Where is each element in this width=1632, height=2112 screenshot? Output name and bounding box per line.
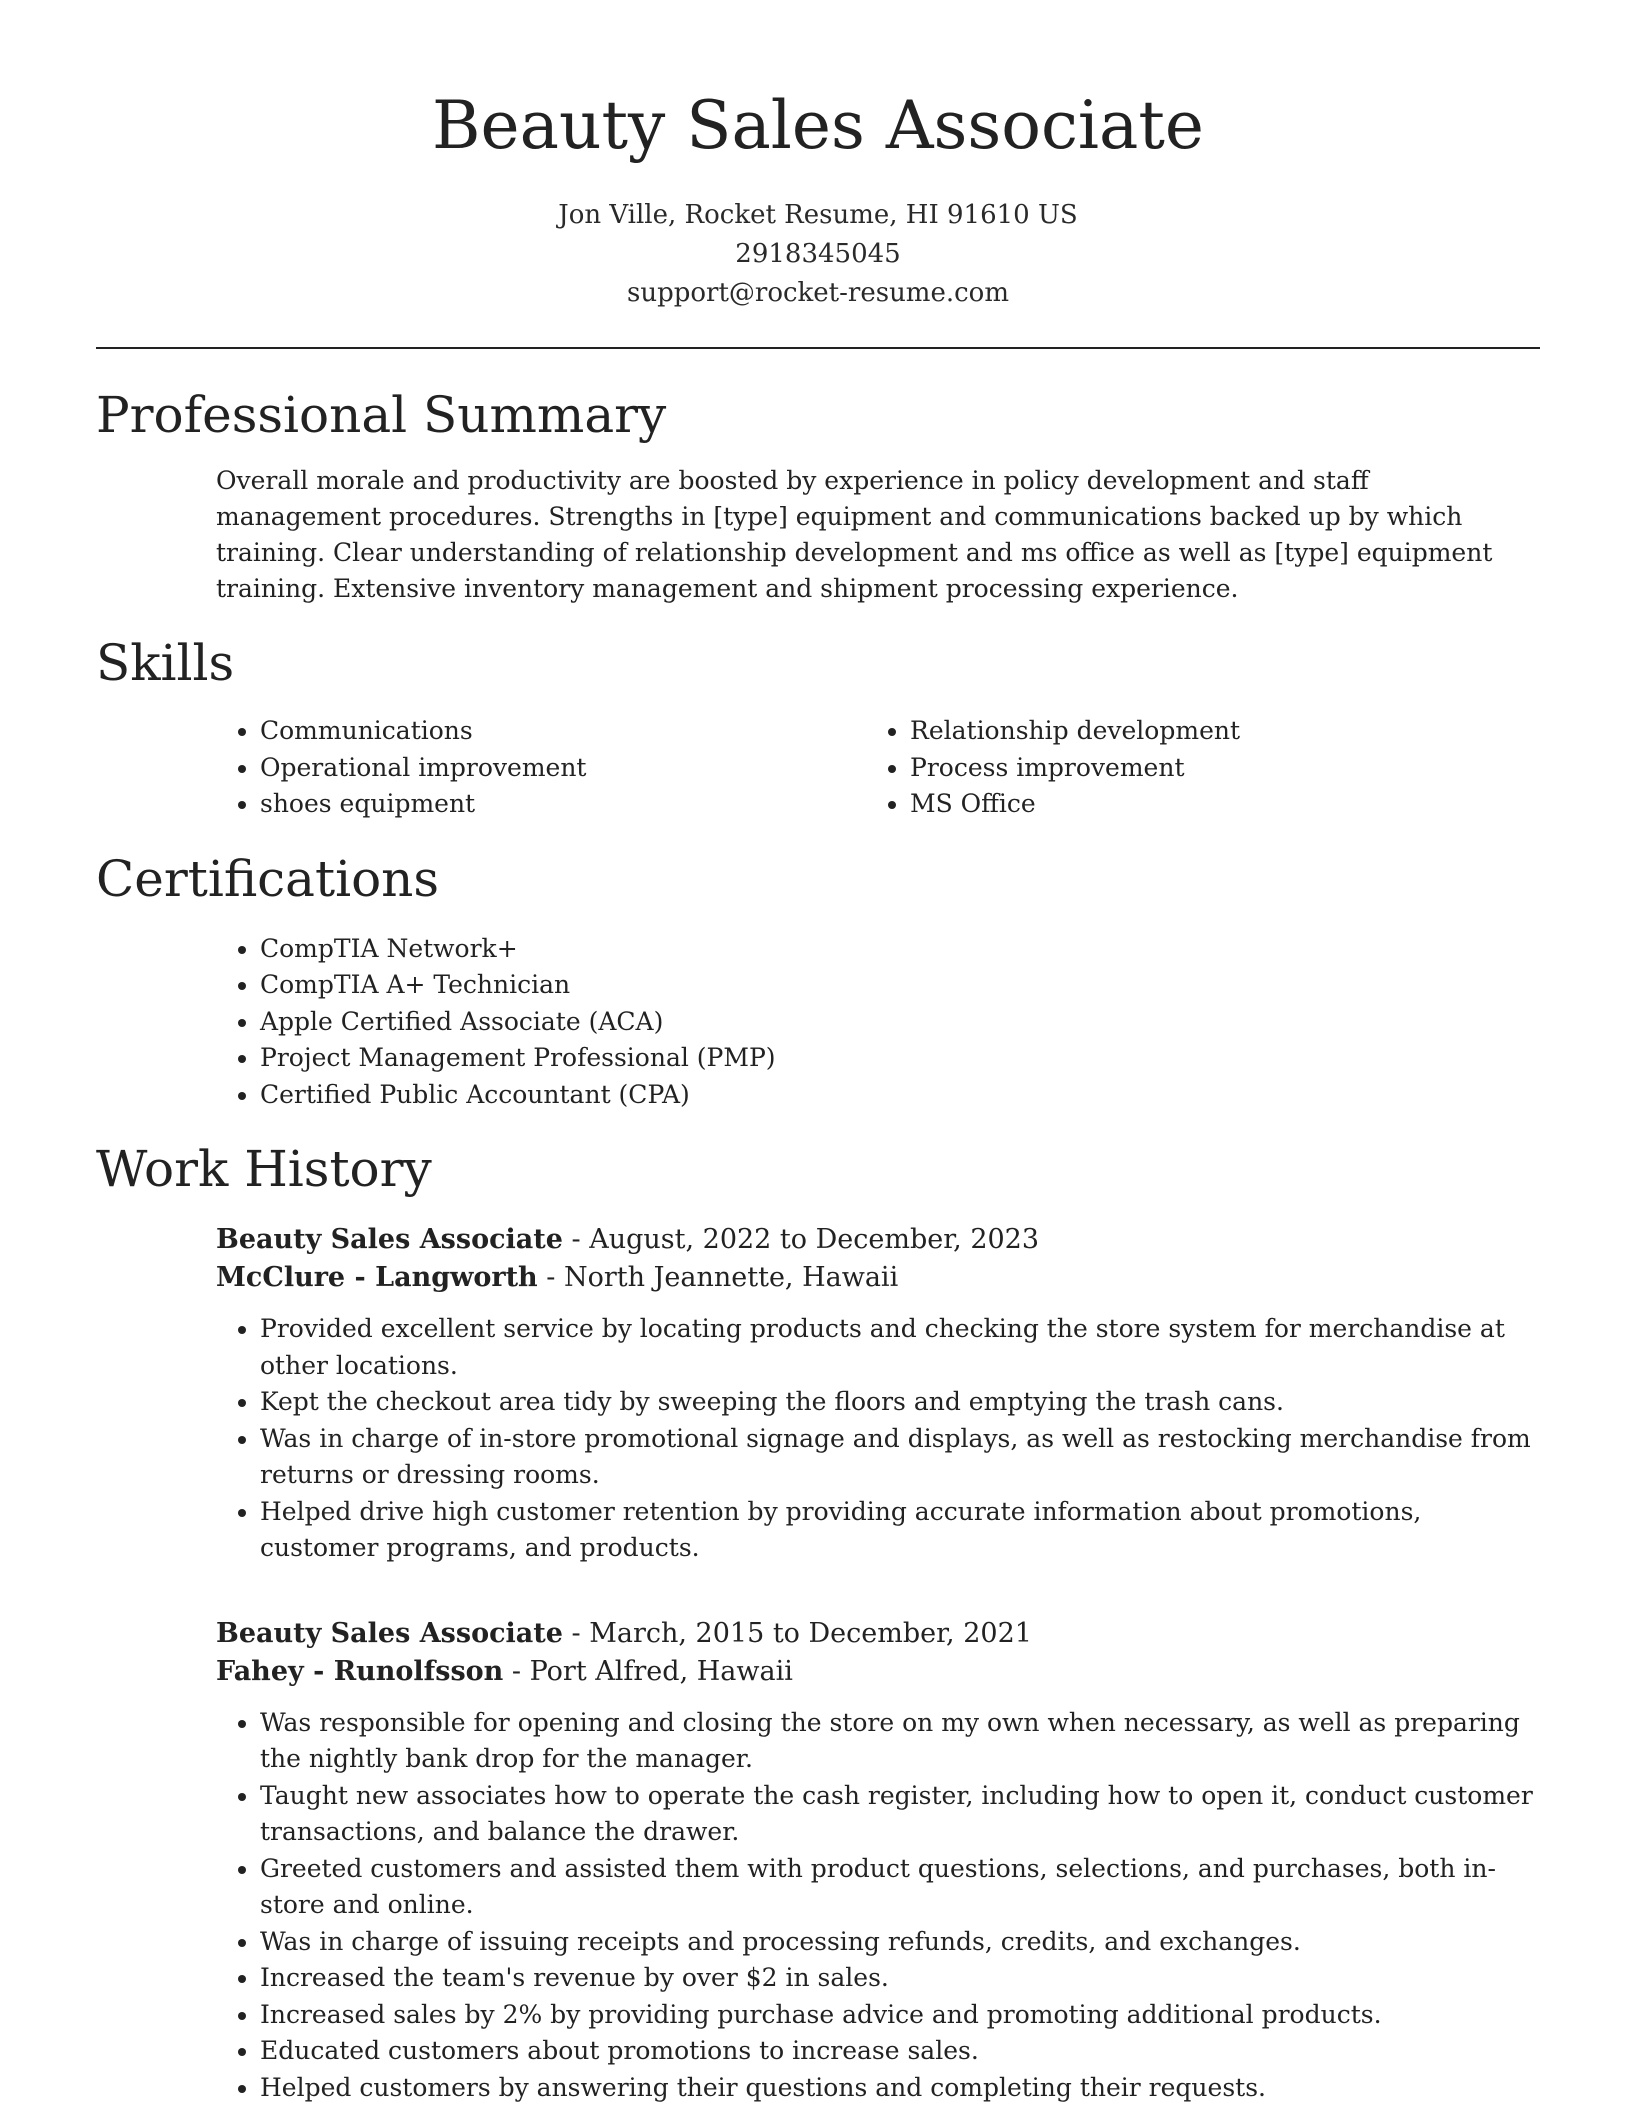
contact-phone: 2918345045	[735, 239, 901, 269]
job-duty: • Helped drive high customer retention by providing accurate information about promotions, customer programs, and products.	[260, 1494, 1540, 1567]
job-duty: • Taught new associates how to operate the cash register, including how to open it, conduct customer transactions, and balance the drawer.	[260, 1778, 1540, 1851]
certification-item: • Certified Public Accountant (CPA)	[260, 1077, 1540, 1114]
job-duty: • Was in charge of issuing receipts and processing refunds, credits, and exchanges.	[260, 1924, 1540, 1961]
skill-item: • shoes equipment	[260, 786, 748, 823]
summary-text: Overall morale and productivity are boosted by experience in policy development and staff management procedures. Strengths in [type] equipment and communications backed up by which training. Clear understanding of relationship development and ms office as well as [type] equipment training. Extensive inventory management and shipment processing experience.	[216, 466, 1493, 603]
job-duty: • Provided excellent service by locating products and checking the store system for merchandise at other locations.	[260, 1311, 1540, 1384]
job-company-line	[216, 1259, 1540, 1297]
job-header	[216, 1221, 1540, 1297]
job-duty: • Educated customers about promotions to increase sales.	[260, 2033, 1540, 2070]
resume-title: Beauty Sales Associate	[432, 87, 1204, 164]
job-role: Beauty Sales Associate	[216, 1224, 563, 1255]
job-entry	[96, 1615, 1540, 2107]
job-dates: - March, 2015 to December, 2021	[562, 1617, 1032, 1649]
job-duties-list	[96, 1311, 1540, 1567]
job-location: - Port Alfred, Hawaii	[503, 1655, 793, 1687]
certification-item: • Project Management Professional (PMP)	[260, 1040, 1540, 1077]
contact-email: support@rocket-resume.com	[626, 278, 1009, 308]
job-duties-list	[96, 1705, 1540, 2107]
resume-header	[96, 0, 1540, 313]
certification-item: • CompTIA A+ Technician	[260, 967, 1540, 1004]
certifications-list	[96, 931, 1540, 1114]
skill-item: • Relationship development	[910, 713, 1398, 750]
summary-heading: Professional Summary	[96, 386, 667, 444]
header-divider	[96, 347, 1540, 349]
skills-list-left	[96, 713, 748, 823]
job-header	[216, 1615, 1540, 1691]
skill-item: • Process improvement	[910, 750, 1398, 787]
job-company: McClure - Langworth	[216, 1262, 538, 1293]
work-history-heading: Work History	[96, 1140, 432, 1198]
job-duty: • Increased the team's revenue by over $2 in sales.	[260, 1960, 1540, 1997]
certification-item: • CompTIA Network+	[260, 931, 1540, 968]
skill-item: • MS Office	[910, 786, 1398, 823]
job-title-line	[216, 1221, 1540, 1259]
job-duty: • Helped customers by answering their questions and completing their requests.	[260, 2070, 1540, 2107]
resume-page	[96, 0, 1540, 2106]
job-company: Fahey - Runolfsson	[216, 1655, 504, 1687]
job-entry	[96, 1221, 1540, 1567]
certification-item: • Apple Certified Associate (ACA)	[260, 1004, 1540, 1041]
job-duty: • Was in charge of in-store promotional signage and displays, as well as restocking merchandise from returns or dressing rooms.	[260, 1421, 1540, 1494]
contact-block	[96, 196, 1540, 313]
job-duty: • Greeted customers and assisted them with product questions, selections, and purchases, both in-store and online.	[260, 1851, 1540, 1924]
skills-heading: Skills	[96, 634, 235, 692]
job-location: - North Jeannette, Hawaii	[537, 1262, 899, 1293]
skill-item: • Operational improvement	[260, 750, 748, 787]
skills-grid	[96, 713, 1540, 823]
certifications-heading: Certifications	[96, 849, 440, 908]
skill-item: • Communications	[260, 713, 748, 750]
job-duty: • Increased sales by 2% by providing purchase advice and promoting additional products.	[260, 1997, 1540, 2034]
contact-address: Jon Ville, Rocket Resume, HI 91610 US	[558, 200, 1078, 230]
job-role: Beauty Sales Associate	[216, 1617, 563, 1649]
job-dates: - August, 2022 to December, 2023	[562, 1224, 1040, 1255]
job-title-line	[216, 1615, 1540, 1653]
job-duty: • Kept the checkout area tidy by sweeping the floors and emptying the trash cans.	[260, 1384, 1540, 1421]
skills-list-right	[748, 713, 1398, 823]
job-company-line	[216, 1653, 1540, 1691]
job-duty: • Was responsible for opening and closing the store on my own when necessary, as well as preparing the nightly bank drop for the manager.	[260, 1705, 1540, 1778]
